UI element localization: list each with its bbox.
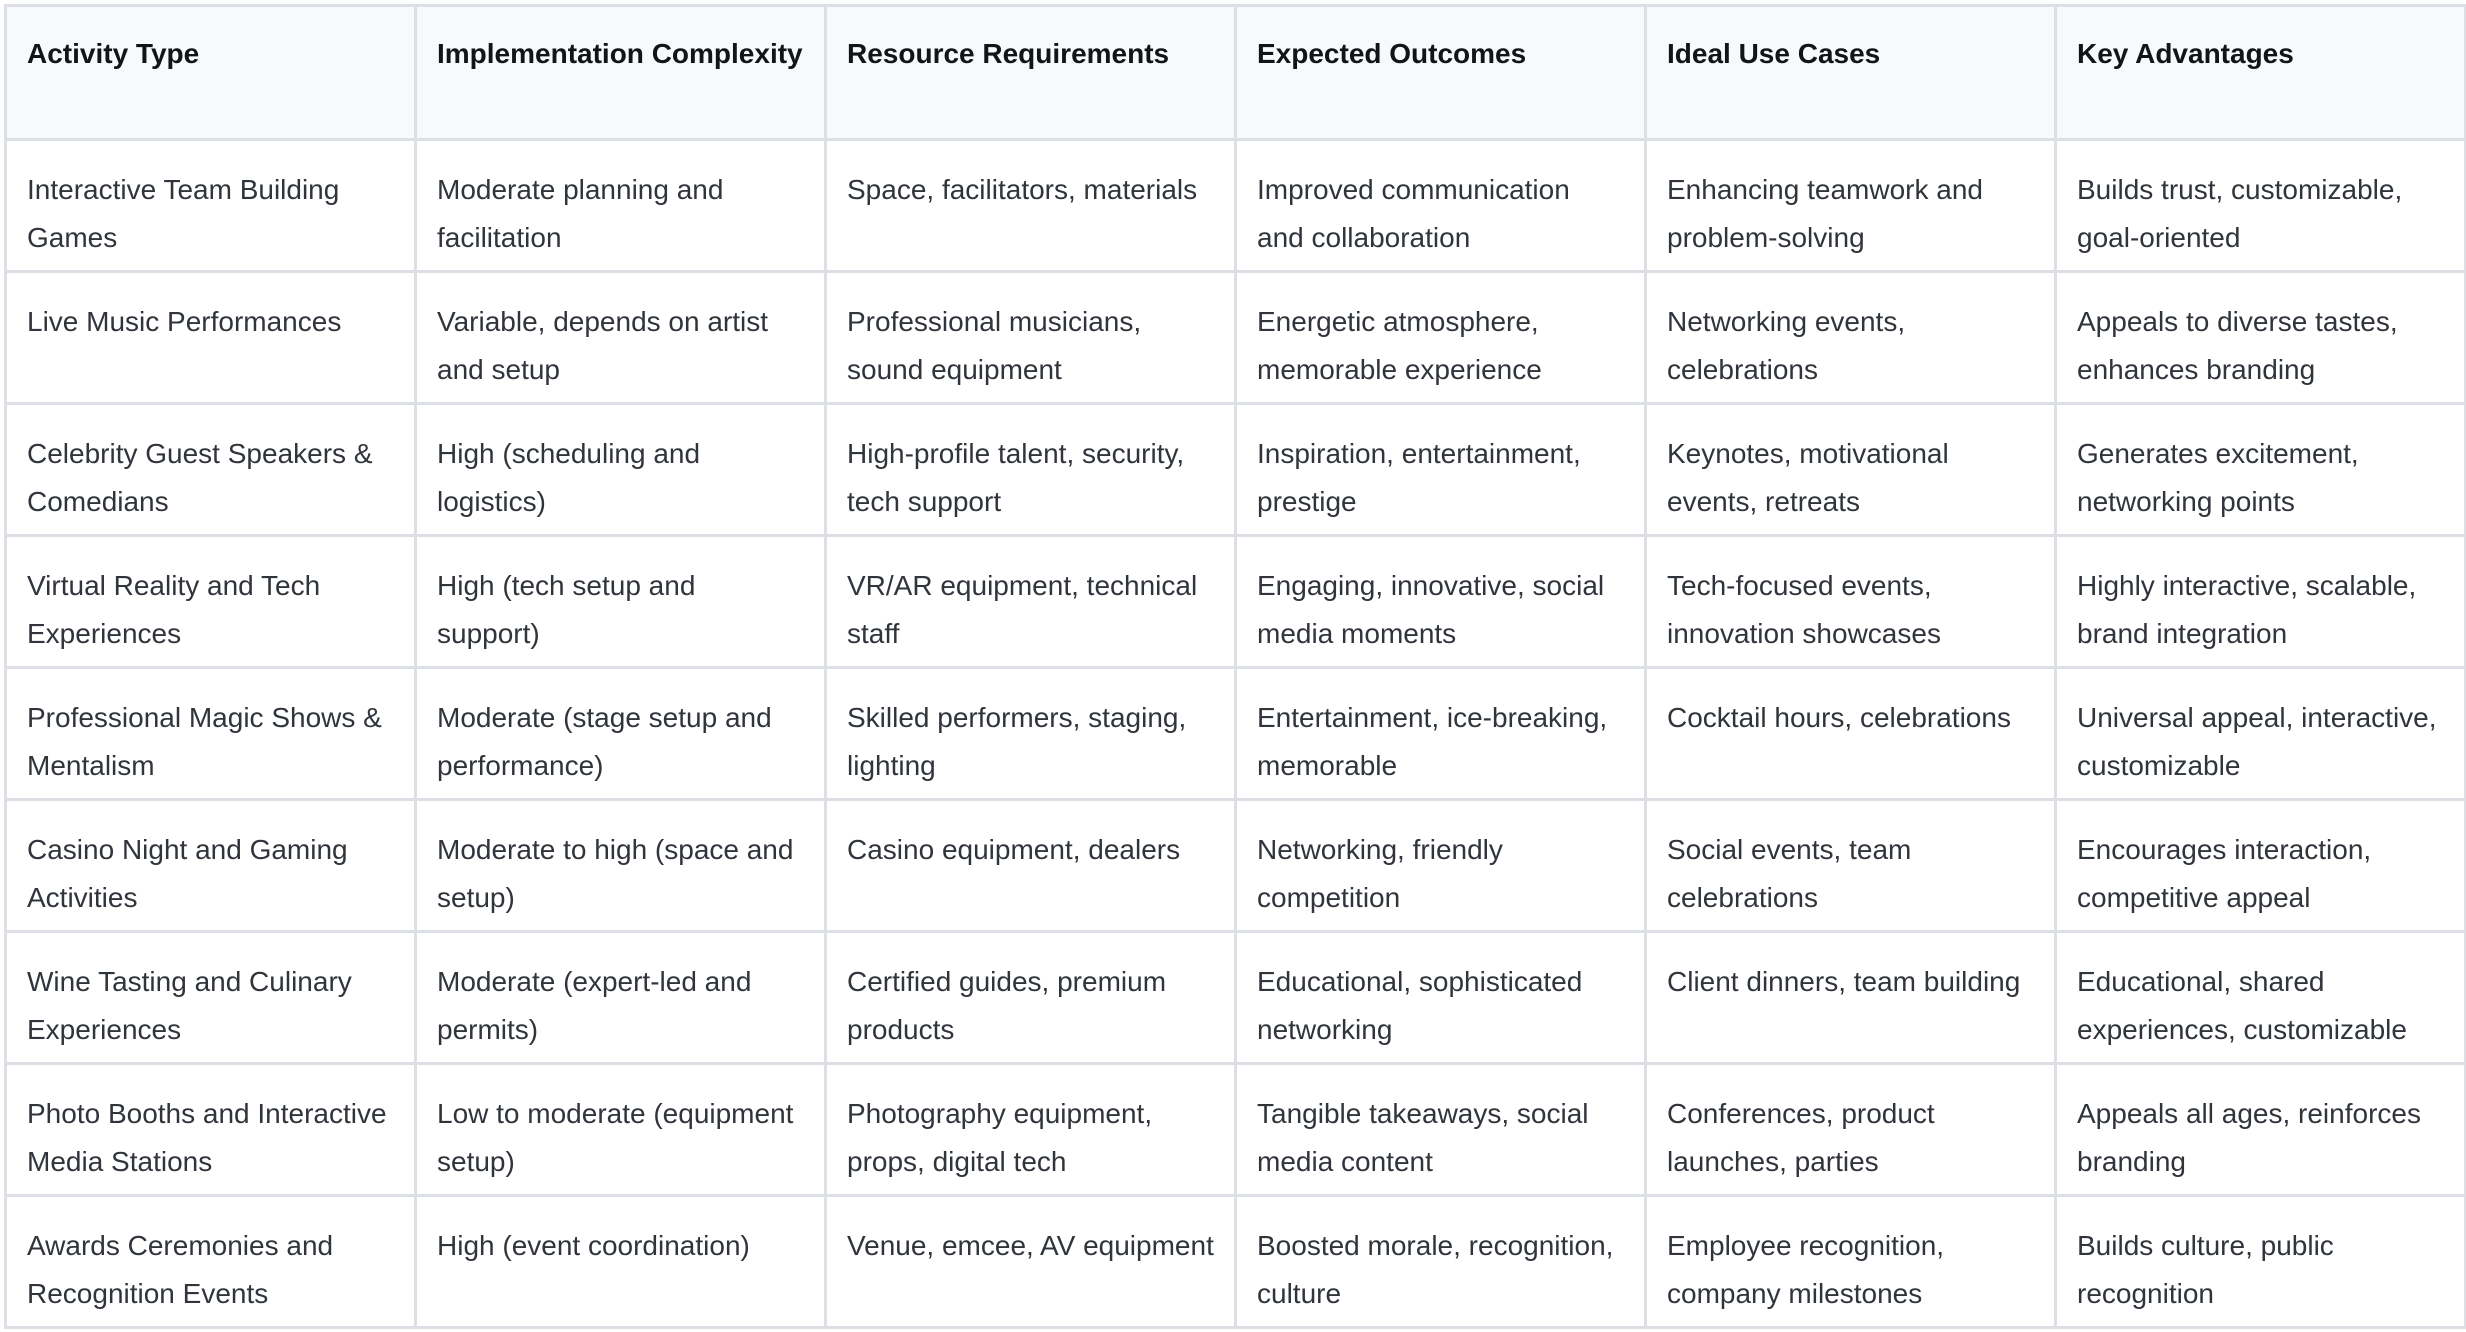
cell-key-advantages: Builds trust, customizable, goal-oriented xyxy=(2056,140,2466,272)
cell-resource-requirements: Skilled performers, staging, lighting xyxy=(826,668,1236,800)
cell-ideal-use-cases: Cocktail hours, celebrations xyxy=(1646,668,2056,800)
cell-key-advantages: Appeals all ages, reinforces branding xyxy=(2056,1064,2466,1196)
cell-expected-outcomes: Boosted morale, recognition, culture xyxy=(1236,1196,1646,1328)
cell-key-advantages: Generates excitement, networking points xyxy=(2056,404,2466,536)
cell-implementation-complexity: Variable, depends on artist and setup xyxy=(416,272,826,404)
table-row xyxy=(6,1064,2466,1196)
cell-resource-requirements: Certified guides, premium products xyxy=(826,932,1236,1064)
cell-ideal-use-cases: Social events, team celebrations xyxy=(1646,800,2056,932)
cell-expected-outcomes: Networking, friendly competition xyxy=(1236,800,1646,932)
cell-resource-requirements: Professional musicians, sound equipment xyxy=(826,272,1236,404)
cell-key-advantages: Appeals to diverse tastes, enhances branding xyxy=(2056,272,2466,404)
table-row xyxy=(6,932,2466,1064)
table-header xyxy=(6,6,2466,140)
cell-expected-outcomes: Tangible takeaways, social media content xyxy=(1236,1064,1646,1196)
table-row xyxy=(6,536,2466,668)
cell-resource-requirements: Casino equipment, dealers xyxy=(826,800,1236,932)
table-row xyxy=(6,140,2466,272)
cell-activity-type: Interactive Team Building Games xyxy=(6,140,416,272)
cell-implementation-complexity: High (tech setup and support) xyxy=(416,536,826,668)
cell-key-advantages: Builds culture, public recognition xyxy=(2056,1196,2466,1328)
cell-activity-type: Celebrity Guest Speakers & Comedians xyxy=(6,404,416,536)
cell-implementation-complexity: High (scheduling and logistics) xyxy=(416,404,826,536)
cell-implementation-complexity: Low to moderate (equipment setup) xyxy=(416,1064,826,1196)
activity-comparison-table xyxy=(4,4,2466,1329)
header-row xyxy=(6,6,2466,140)
cell-activity-type: Casino Night and Gaming Activities xyxy=(6,800,416,932)
cell-expected-outcomes: Entertainment, ice-breaking, memorable xyxy=(1236,668,1646,800)
cell-resource-requirements: VR/AR equipment, technical staff xyxy=(826,536,1236,668)
column-header-expected-outcomes: Expected Outcomes xyxy=(1236,6,1646,140)
cell-ideal-use-cases: Client dinners, team building xyxy=(1646,932,2056,1064)
cell-ideal-use-cases: Employee recognition, company milestones xyxy=(1646,1196,2056,1328)
cell-implementation-complexity: Moderate planning and facilitation xyxy=(416,140,826,272)
table-body xyxy=(6,140,2466,1328)
cell-ideal-use-cases: Keynotes, motivational events, retreats xyxy=(1646,404,2056,536)
column-header-resource-requirements: Resource Requirements xyxy=(826,6,1236,140)
cell-activity-type: Awards Ceremonies and Recognition Events xyxy=(6,1196,416,1328)
cell-implementation-complexity: Moderate (expert-led and permits) xyxy=(416,932,826,1064)
cell-activity-type: Wine Tasting and Culinary Experiences xyxy=(6,932,416,1064)
cell-expected-outcomes: Engaging, innovative, social media moments xyxy=(1236,536,1646,668)
cell-resource-requirements: High-profile talent, security, tech support xyxy=(826,404,1236,536)
cell-resource-requirements: Venue, emcee, AV equipment xyxy=(826,1196,1236,1328)
cell-expected-outcomes: Energetic atmosphere, memorable experience xyxy=(1236,272,1646,404)
cell-expected-outcomes: Improved communication and collaboration xyxy=(1236,140,1646,272)
cell-ideal-use-cases: Conferences, product launches, parties xyxy=(1646,1064,2056,1196)
cell-ideal-use-cases: Tech-focused events, innovation showcases xyxy=(1646,536,2056,668)
column-header-activity-type: Activity Type xyxy=(6,6,416,140)
cell-activity-type: Virtual Reality and Tech Experiences xyxy=(6,536,416,668)
cell-activity-type: Professional Magic Shows & Mentalism xyxy=(6,668,416,800)
table-row xyxy=(6,272,2466,404)
cell-implementation-complexity: Moderate to high (space and setup) xyxy=(416,800,826,932)
column-header-key-advantages: Key Advantages xyxy=(2056,6,2466,140)
cell-activity-type: Photo Booths and Interactive Media Stations xyxy=(6,1064,416,1196)
cell-activity-type: Live Music Performances xyxy=(6,272,416,404)
cell-key-advantages: Educational, shared experiences, customizable xyxy=(2056,932,2466,1064)
cell-expected-outcomes: Educational, sophisticated networking xyxy=(1236,932,1646,1064)
column-header-implementation-complexity: Implementation Complexity xyxy=(416,6,826,140)
cell-ideal-use-cases: Networking events, celebrations xyxy=(1646,272,2056,404)
cell-key-advantages: Highly interactive, scalable, brand integration xyxy=(2056,536,2466,668)
cell-key-advantages: Encourages interaction, competitive appeal xyxy=(2056,800,2466,932)
cell-expected-outcomes: Inspiration, entertainment, prestige xyxy=(1236,404,1646,536)
cell-resource-requirements: Space, facilitators, materials xyxy=(826,140,1236,272)
cell-key-advantages: Universal appeal, interactive, customizable xyxy=(2056,668,2466,800)
cell-implementation-complexity: Moderate (stage setup and performance) xyxy=(416,668,826,800)
table-row xyxy=(6,668,2466,800)
table-row xyxy=(6,1196,2466,1328)
column-header-ideal-use-cases: Ideal Use Cases xyxy=(1646,6,2056,140)
cell-implementation-complexity: High (event coordination) xyxy=(416,1196,826,1328)
table-row xyxy=(6,800,2466,932)
cell-resource-requirements: Photography equipment, props, digital tech xyxy=(826,1064,1236,1196)
cell-ideal-use-cases: Enhancing teamwork and problem-solving xyxy=(1646,140,2056,272)
table-row xyxy=(6,404,2466,536)
